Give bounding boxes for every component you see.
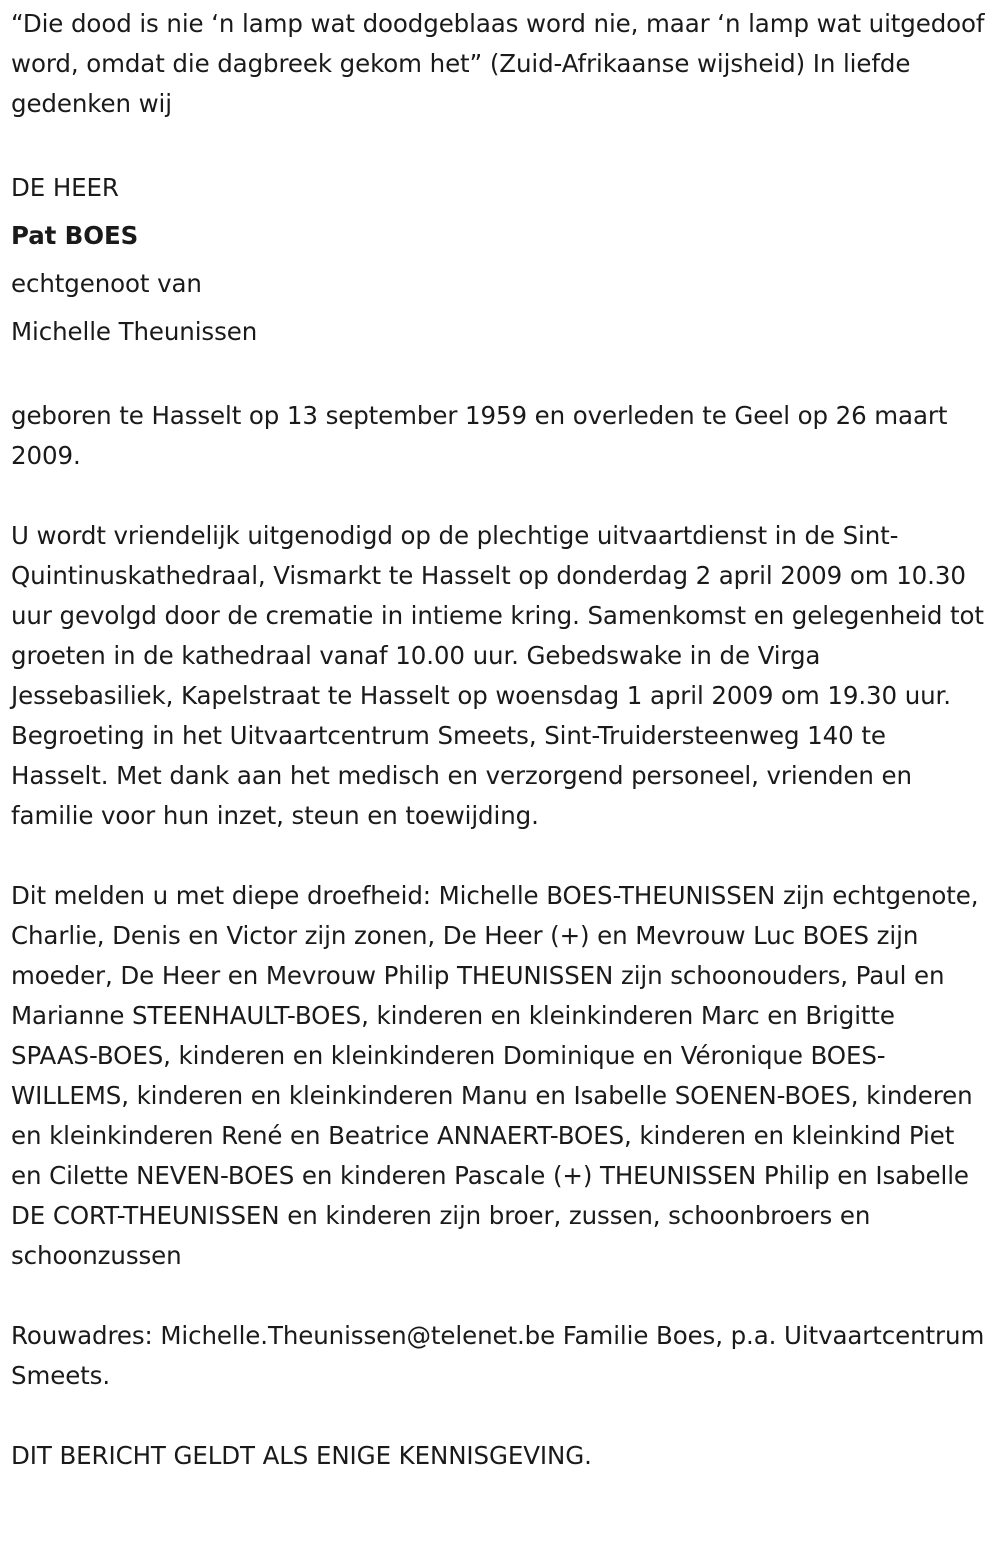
- spacer: [11, 1396, 989, 1436]
- birth-death-info: geboren te Hasselt op 13 september 1959 en overleden te Geel op 26 maart 2009.: [11, 401, 948, 470]
- relation-text: echtgenoot van: [11, 269, 202, 298]
- spacer: [11, 356, 989, 396]
- deceased-name: Pat BOES: [11, 221, 139, 250]
- opening-quote: “Die dood is nie ‘n lamp wat doodgeblaas word nie, maar ‘n lamp wat uitgedoof word, omdat die dagbreek gekom het” (Zuid-Afrikaanse wijsheid) In liefde gedenken wij: [11, 9, 985, 118]
- spacer: [11, 1276, 989, 1316]
- family-announcement: Dit melden u met diepe droefheid: Michelle BOES-THEUNISSEN zijn echtgenote, Charlie, Denis en Victor zijn zonen, De Heer (+) en Mevrouw Luc BOES zijn moeder, De Heer en Mevrouw Philip THEUNISSEN zijn schoonouders, Paul en Marianne STEENHAULT-BOES, kinderen en kleinkinderen Marc en Brigitte SPAAS-BOES, kinderen en kleinkinderen Dominique en Véronique BOES-WILLEMS, kinderen en kleinkinderen Manu en Isabelle SOENEN-BOES, kinderen en kleinkinderen René en Beatrice ANNAERT-BOES, kinderen en kleinkind Piet en Cilette NEVEN-BOES en kinderen Pascale (+) THEUNISSEN Philip en Isabelle DE CORT-THEUNISSEN en kinderen zijn broer, zussen, schoonbroers en schoonzussen: [11, 881, 979, 1270]
- spouse-name: Michelle Theunissen: [11, 317, 258, 346]
- obituary-notice: [11, 4, 989, 1476]
- mourning-address: Rouwadres: Michelle.Theunissen@telenet.be Familie Boes, p.a. Uitvaartcentrum Smeets.: [11, 1321, 985, 1390]
- salutation: DE HEER: [11, 173, 119, 202]
- spacer: [11, 476, 989, 516]
- spacer: [11, 124, 989, 164]
- closing-statement: DIT BERICHT GELDT ALS ENIGE KENNISGEVING.: [11, 1441, 592, 1470]
- service-info: U wordt vriendelijk uitgenodigd op de plechtige uitvaartdienst in de Sint-Quintinuskathedraal, Vismarkt te Hasselt op donderdag 2 april 2009 om 10.30 uur gevolgd door de crematie in intieme kring. Samenkomst en gelegenheid tot groeten in de kathedraal vanaf 10.00 uur. Gebedswake in de Virga Jessebasiliek, Kapelstraat te Hasselt op woensdag 1 april 2009 om 19.30 uur. Begroeting in het Uitvaartcentrum Smeets, Sint-Truidersteenweg 140 te Hasselt. Met dank aan het medisch en verzorgend personeel, vrienden en familie voor hun inzet, steun en toewijding.: [11, 521, 984, 830]
- spacer: [11, 836, 989, 876]
